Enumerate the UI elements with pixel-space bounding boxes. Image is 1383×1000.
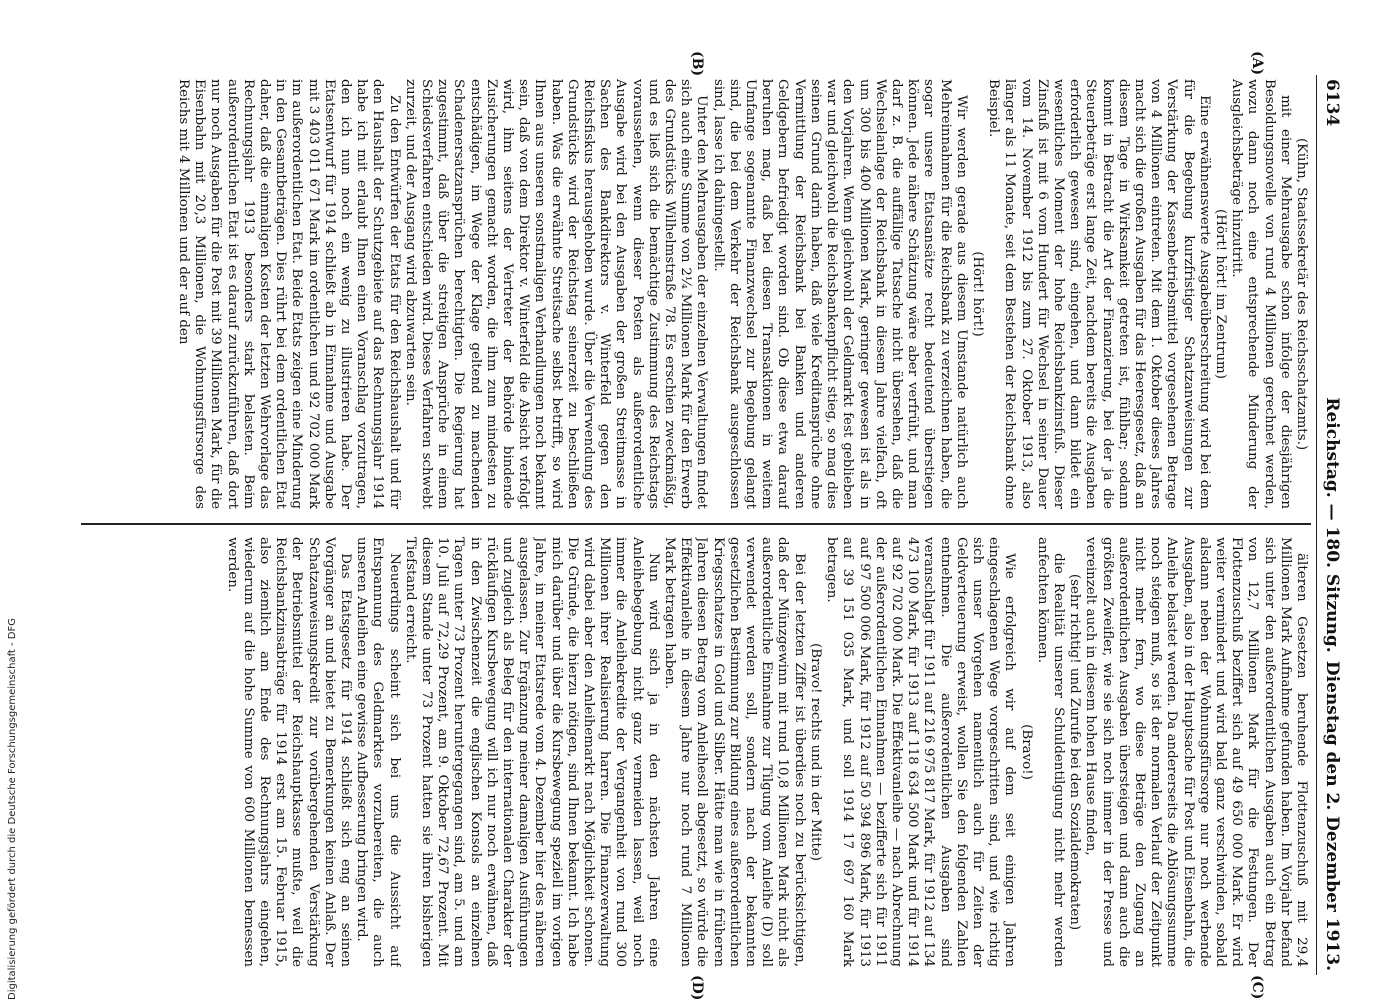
interjection: (sehr richtig! und Zurufe bei den Sozialdemokraten) <box>1067 573 1083 931</box>
paragraph: älteren Gesetzen beruhende Flottenzuschuß mit 29,4 Millionen Mark Aufnahme gefunden haben. Im Vorjahr befand sich unter den außerordentlichen Ausgaben auch ein Betrag von 12,7 Millionen Mark für die Festungen. Der Flottenzuschuß beziffert sich auf 49 650 000 Mark. Er wird weiter vermindert und wird bald ganz verschwinden, sobald alsdann neben der Wohnungsfürsorge nur noch werbende Ausgaben, also in der Hauptsache für Post und Eisenbahn, die Anleihe belastet werden. Da andererseits die Ablösungssumme noch steigen muß, so ist der normalen Verlauf der Zeitpunkt nicht mehr fern, wo diese Beträge den Zugang an außerordentlichen Ausgaben übersteigen und dann auch die größten Zweifler, wie sie sich noch immer in der Presse und vereinzelt auch in diesem hohen Hause finden, <box>1083 537 1309 967</box>
paragraph: Neuerdings scheint sich bei uns die Aussicht auf Entspannung des Geldmarktes vorzubereiten, die auch unseren Anleihen eine gewisse Aufbesserung bringen wird. <box>354 537 402 967</box>
session-date: Dienstag den 2. Dezember 1913. <box>1322 660 1342 971</box>
paragraph: Bei der letzten Ziffer ist überdies noch zu berücksichtigen, daß der Münzgewinn mit rund 10,8 Millionen Mark nicht als außerordentliche Einnahme zur Tilgung vom Anleihe (D) soll verwendet werden soll, sondern nach der bekannten gesetzlichen Bestimmung zur Bildung eines außerordentlichen Kriegsschatzes in Gold und Silber. Hätte man wie in früheren Jahren diesen Betrag vom Anleihesoll abgesetzt, so würde die Effektivanleihe in diesem Jahre nur noch rund 7 Millionen Mark betragen haben. <box>662 537 807 967</box>
page-header <box>1316 75 1345 975</box>
right-column <box>81 537 1309 967</box>
margin-marker-b: (B) <box>689 51 705 77</box>
interjection: (Bravo!) <box>1018 724 1034 780</box>
margin-marker-c: (C) <box>1249 975 1265 1000</box>
page-number: 6134 <box>1322 79 1342 127</box>
interjection: (Hört! hört! im Zentrum) <box>1212 209 1228 379</box>
interjection: (Hört! hört!) <box>969 251 985 337</box>
left-column <box>81 79 1309 509</box>
paragraph: Unter den Mehrausgaben der einzelnen Verwaltungen findet sich auch eine Summe von 2¼ Millionen Mark für den Erwerb des Grundstücks Wilhelmstraße 78. Es erschien zweckmäßig, und es ließ sich die bemächtige Zustimmung des Reichstags voraussehen, wenn dieser Posten als außerordentliche Ausgabe wird bei den Ausgaben der großen Streitmasse in Sachen des Bankdirektors v. Winterfeld gegen den Reichsfiskus herausgehoben wurde. Über die Verwendung des Grundstücks wird der Reichstag seinerzeit zu beschließen haben. Was die erwähnte Streitsache selbst betrifft, so wird Ihnen aus unseren sonstmaligen Verhandlungen noch bekannt sein, daß von dem Direktor v. Winterfeld die Absicht verfolgt wird, ihm seitens der Vertreter der Behörde bindende Zusicherungen gemacht worden, die ihm zum mindesten zu entschädigen, im Wege der Klage geltend zu machenden Schadenersatzansprüchen berechtigten. Die Regierung hat zugestimmt, daß über die streitigen Ansprüche in einem Schiedsverfahren entschieden wird. Dieses Verfahren schwebt zurzeit, und der Ausgang wird abzuwarten sein. <box>402 79 710 509</box>
rotated-document-page <box>75 51 1345 1000</box>
paragraph: Wie erfolgreich wir auf dem seit einigen Jahren eingeschlagenen Wege vorgeschritten sind, und wie richtig sich unser Vorgehen namentlich auch für Zeiten der Geldverteuerung erweist, wollen Sie den folgenden Zahlen entnehmen. Die außerordentlichen Ausgaben sind veranschlagt für 1911 auf 216 975 817 Mark, für 1912 auf 134 473 100 Mark, für 1913 auf 118 634 500 Mark und für 1914 auf 92 702 000 Mark. Die Effektivanleihe — nach Abrechnung der außerordentlichen Einnahmen — bezifferte sich für 1911 auf 97 500 006 Mark, für 1912 auf 50 394 896 Mark, für 1913 auf 39 151 035 Mark, und soll 1914 17 697 160 Mark betragen. <box>824 537 1018 967</box>
paragraph: Wir werden gerade aus diesem Umstande natürlich auch Mehreinnahmen für die Reichsbank zu verzeichnen haben, die sogar unsere Etatsansätze recht bedeutend überstiegen können. Jede nähere Schätzung wäre aber verfrüht, und man darf z. B. die auffällige Tatsache nicht übersehen, daß die Wechselanlage der Reichsbank in diesem Jahre vielfach, oft um 300 bis 400 Millionen Mark, geringer gewesen ist als in den Vorjahren. Wenn gleichwohl der Geldmarkt fest geblieben war und gleichwohl die Reichsbankenpflicht stieg, so mag dies seinen Grund darin haben, daß viele Kreditansprüche ohne Vermittlung der Reichsbank bei Banken und anderen Geldgebern befriedigt worden sind. Ob diese etwa darauf beruhen mag, daß bei diesen Transaktionen in weitem Umfange sogenannte Finanzwechsel zur Begebung gelangt sind, die bei dem Verkehr der Reichsbank ausgeschlossen sind, lasse ich dahingestellt. <box>710 79 969 509</box>
paragraph: Eine erwähnenswerte Ausgabeüberschreitung wird bei dem für die Begebung kurzfristiger Schatzanweisungen zur Verstärkung der Kassenbetriebsmittel vorgesehenen Betrage von 4 Millionen eintreten. Mit dem 1. Oktober dieses Jahres macht sich die großen Ausgaben für das Heeresgesetz, daß an diesem Tage in Wirksamkeit getreten ist, fühlbar; sodann kommt in Betracht die Art der Finanzierung, bei der ja die Steuerbeträge erst lange Zeit, nachdem bereits die Ausgaben erforderlich gewesen sind, eingehen, und dann bildet ein wesentliches Moment der hohe Reichsbankzinsfuß. Dieser Zinsfuß ist mit 6 vom Hundert für Wechsel in seiner Dauer vom 14. November 1912 bis zum 27. Oktober 1913, also länger als 11 Monate, seit dem Bestehen der Reichsbank ohne Beispiel. <box>986 79 1212 509</box>
session-title: Reichstag. — 180. Sitzung. <box>1322 397 1342 653</box>
speaker-line: (Kühn, Staatssekretär des Reichsschatzamts.) <box>1294 137 1309 451</box>
paragraph: Das Etatsgesetz für 1914 schließt sich eng an seinen Vorgänger an und bietet zu Bemerkungen keinen Anlaß. Der Schatzanweisungskredit zur vorübergehenden Verstärkung der Betriebsmittel der Reichshauptkasse mußte, weil die Reichsbankzinsabträge für 1914 erst am 15. Februar 1915, also ziemlich am Ende des Rechnungsjahrs eingehen, wiederum auf die hohe Summe von 600 Millionen bemessen werden. <box>224 537 354 967</box>
paragraph: Zu den Entwürfen der Etats für den Reichshaushalt und für den Haushalt der Schutzgebiete auf das Rechnungsjahr 1914 habe ich mit erlaubt Ihnen einen Voranschlag vorzutragen, den ich nun noch ein wenig zu illustrieren habe. Der Etatsentwurf für 1914 schließt ab in Einnahme und Ausgabe mit 3 403 011 671 Mark im ordentlichen und 92 702 000 Mark im außerordentlichen Etat. Beide Etats zeigen eine Minderung in den Gesamtbeträgen. Dies rührt bei dem ordentlichen Etat daher, daß die einmaligen Kosten der letzten Wehrvorlage das Rechnungsjahr 1913 besonders stark belasten. Beim außerordentlichen Etat ist es darauf zurückzuführen, daß dort nur noch Ausgaben für die Post mit 39 Millionen Mark, für die Eisenbahn mit 20,3 Millionen, die Wohnungsfürsorge des Reichs mit 4 Millionen und der auf den <box>175 79 402 509</box>
paragraph: die Realität unserer Schuldentilgung nicht mehr werden anfechten können. <box>1034 537 1066 967</box>
digitization-credit <box>0 600 24 1000</box>
column-divider <box>81 523 1311 525</box>
credit-text: Digitalisierung gefördert durch die Deutsche Forschungsgemeinschaft - DFG <box>7 617 18 1000</box>
paragraph: Nun wird sich ja in den nächsten Jahren eine Anleihebegebung nicht ganz vermeiden lassen, weil noch immer die Anleihekredite der Vergangenheit von rund 300 Millionen ihrer Realisierung harren. Die Finanzverwaltung wird dabei aber den Anleihemarkt nach Möglichkeit schonen. Die Gründe, die hierzu nötigen, sind Ihnen bekannt. Ich habe mich darüber und über die Kursbewegung speziell im vorigen Jahre, in meiner Etatsrede vom 4. Dezember hier des näheren ausgelassen. Zur Ergänzung meiner damaligen Ausführungen und zugleich als Beleg für den internationalen Charakter der rückläufigen Kursbewegung will ich nur noch erwähnen, daß in den Zwischenzeit die englischen Konsols an einzelnen Tagen unter 73 Prozent heruntergegangen sind, am 5. und am 10. Juli auf 72,29 Prozent, am 9. Oktober 72,67 Prozent. Mit diesem Stande unter 73 Prozent hatten sie ihren bisherigen Tiefstand erreicht. <box>402 537 661 967</box>
interjection: (Bravo! rechts und in der Mitte) <box>807 643 823 861</box>
margin-marker-d: (D) <box>689 975 705 1000</box>
paragraph: mit einer Mehrausgabe schon infolge der diesjährigen Besoldungsnovelle von rund 4 Millionen gerechnet werden, wozu dann noch eine entsprechende Minderung der Ausgleichsbeträge hinzutritt. <box>1229 79 1293 509</box>
margin-marker-a: (A) <box>1249 51 1265 76</box>
